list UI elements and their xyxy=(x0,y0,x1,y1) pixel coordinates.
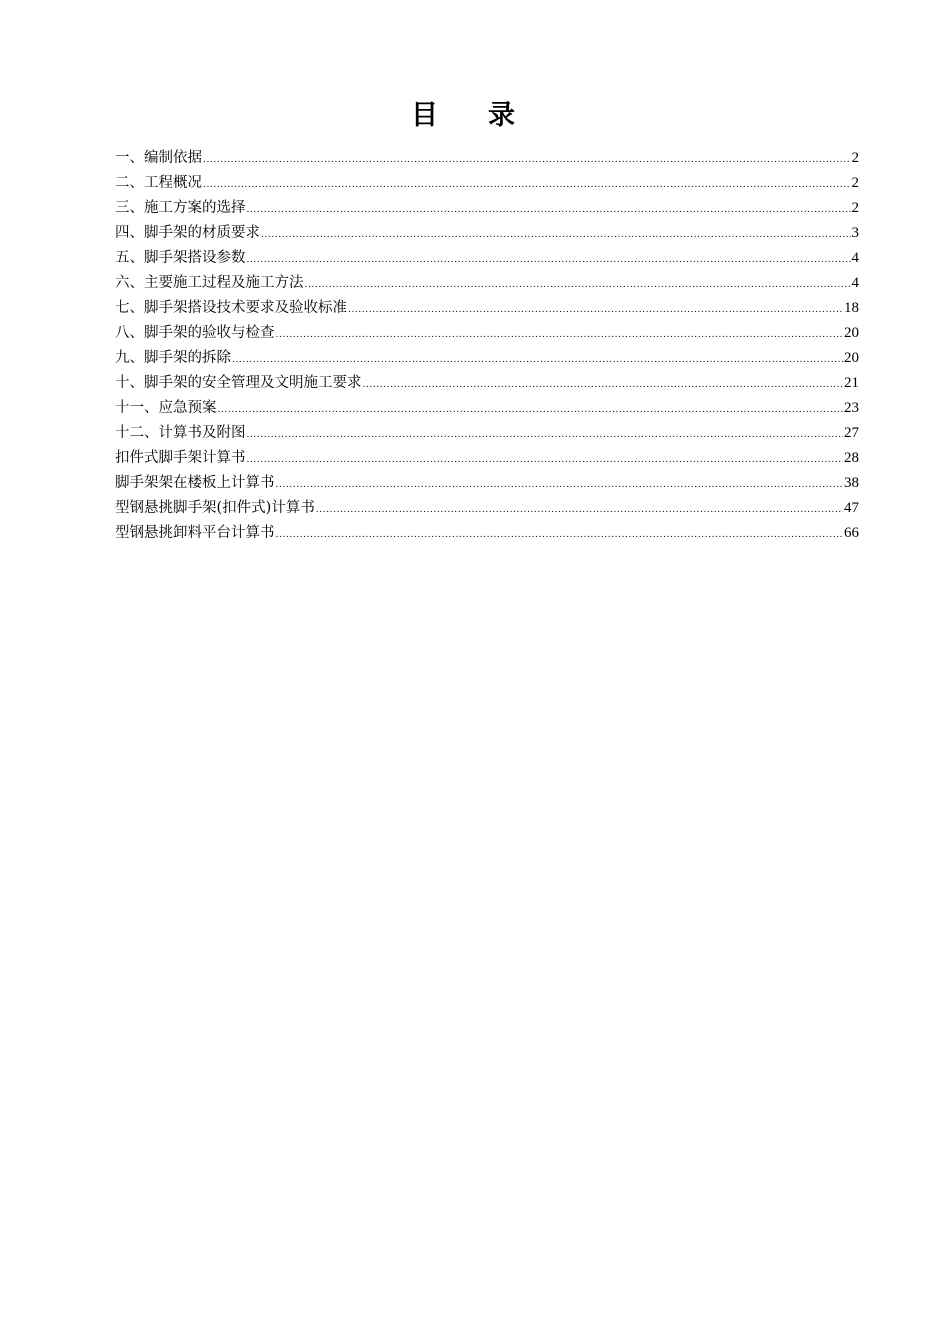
toc-entry-label: 四、脚手架的材质要求 xyxy=(115,225,260,241)
toc-entry-page: 23 xyxy=(844,400,859,416)
toc-entry-label: 型钢悬挑脚手架(扣件式)计算书 xyxy=(115,500,315,516)
toc-dot-leader xyxy=(218,398,844,423)
toc-dot-leader xyxy=(232,348,843,373)
toc-dot-leader xyxy=(276,473,844,498)
toc-entry-page: 20 xyxy=(844,350,859,366)
toc-dot-leader xyxy=(247,448,844,473)
toc-entry-label: 六、主要施工过程及施工方法 xyxy=(115,275,304,291)
toc-entry[interactable] xyxy=(115,171,859,196)
toc-dot-leader xyxy=(276,523,844,548)
toc-entry-page: 4 xyxy=(851,275,859,291)
toc-entry[interactable] xyxy=(115,146,859,171)
toc-entry[interactable] xyxy=(115,371,859,396)
toc-entry[interactable] xyxy=(115,471,859,496)
toc-entry-label: 扣件式脚手架计算书 xyxy=(115,450,246,466)
toc-entry[interactable] xyxy=(115,496,859,521)
toc-dot-leader xyxy=(305,273,851,298)
toc-entry[interactable] xyxy=(115,521,859,546)
toc-dot-leader xyxy=(261,223,851,248)
toc-dot-leader xyxy=(276,323,844,348)
toc-entry-label: 九、脚手架的拆除 xyxy=(115,350,231,366)
toc-entry-label: 八、脚手架的验收与检查 xyxy=(115,325,275,341)
toc-list xyxy=(115,146,859,546)
toc-dot-leader xyxy=(203,148,851,173)
toc-dot-leader xyxy=(247,248,851,273)
toc-entry-label: 二、工程概况 xyxy=(115,175,202,191)
toc-entry-label: 七、脚手架搭设技术要求及验收标准 xyxy=(115,300,347,316)
toc-entry[interactable] xyxy=(115,321,859,346)
toc-entry-page: 66 xyxy=(844,525,859,541)
toc-entry-page: 2 xyxy=(851,175,859,191)
toc-entry-label: 十二、计算书及附图 xyxy=(115,425,246,441)
toc-entry[interactable] xyxy=(115,196,859,221)
toc-entry-page: 2 xyxy=(851,150,859,166)
toc-entry-label: 五、脚手架搭设参数 xyxy=(115,250,246,266)
toc-entry[interactable] xyxy=(115,421,859,446)
toc-dot-leader xyxy=(203,173,851,198)
toc-entry-page: 27 xyxy=(844,425,859,441)
toc-entry[interactable] xyxy=(115,221,859,246)
toc-entry[interactable] xyxy=(115,271,859,296)
toc-entry-page: 28 xyxy=(844,450,859,466)
toc-dot-leader xyxy=(316,498,843,523)
toc-entry-page: 2 xyxy=(851,200,859,216)
toc-entry[interactable] xyxy=(115,296,859,321)
toc-entry-page: 18 xyxy=(844,300,859,316)
toc-entry[interactable] xyxy=(115,246,859,271)
toc-entry-label: 一、编制依据 xyxy=(115,150,202,166)
toc-entry-label: 脚手架架在楼板上计算书 xyxy=(115,475,275,491)
toc-dot-leader xyxy=(247,198,851,223)
toc-title: 目录 xyxy=(411,100,565,131)
toc-entry-label: 十、脚手架的安全管理及文明施工要求 xyxy=(115,375,362,391)
toc-dot-leader xyxy=(348,298,843,323)
toc-entry-page: 20 xyxy=(844,325,859,341)
toc-entry-label: 三、施工方案的选择 xyxy=(115,200,246,216)
toc-entry[interactable] xyxy=(115,396,859,421)
toc-entry-page: 3 xyxy=(851,225,859,241)
toc-entry-label: 十一、应急预案 xyxy=(115,400,217,416)
toc-dot-leader xyxy=(247,423,844,448)
toc-dot-leader xyxy=(363,373,844,398)
toc-entry-page: 4 xyxy=(851,250,859,266)
toc-entry-page: 38 xyxy=(844,475,859,491)
toc-entry-page: 47 xyxy=(844,500,859,516)
toc-entry-page: 21 xyxy=(844,375,859,391)
toc-entry[interactable] xyxy=(115,346,859,371)
toc-entry-label: 型钢悬挑卸料平台计算书 xyxy=(115,525,275,541)
toc-entry[interactable] xyxy=(115,446,859,471)
